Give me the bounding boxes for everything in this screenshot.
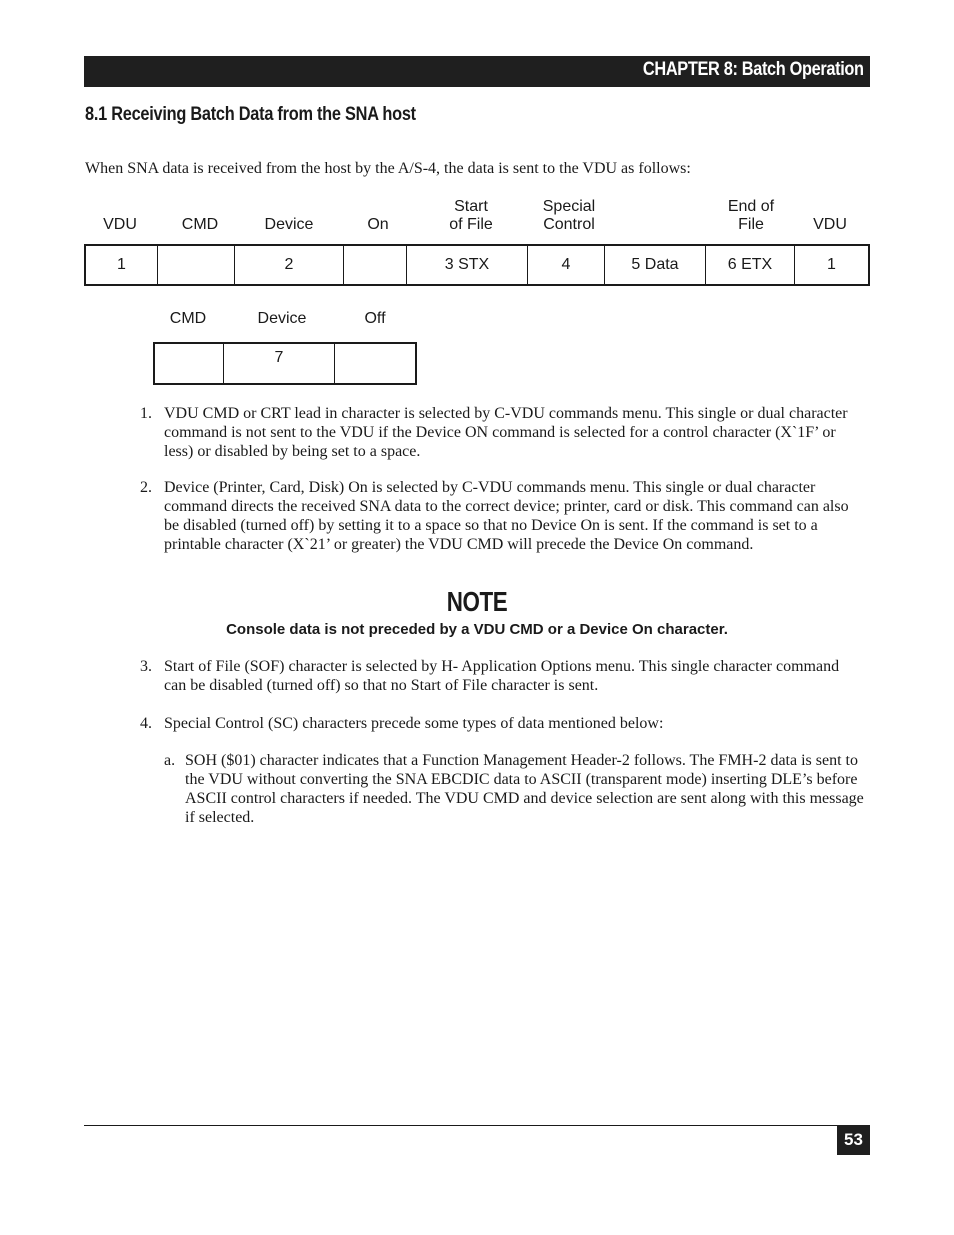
table-cell: [344, 245, 407, 285]
table1-header-vdu-1: VDU: [103, 216, 137, 233]
list-item-text: Device (Printer, Card, Disk) On is selected by C-VDU commands menu. This single or dual character command directs the received SNA data to the correct device; printer, card or disk. This command can also be disabled (turned off) by setting it to a space so that no Device On is sent. If the command is set to a printable character (X`21’ or greater) the VDU CMD will precede the Device On command.: [164, 479, 849, 553]
note-text: Console data is not preceded by a VDU CMD or a Device On character.: [226, 621, 728, 638]
data-sequence-table: [84, 244, 870, 286]
note-title: NOTE: [446, 586, 508, 617]
table2-header-cmd: CMD: [169, 310, 207, 327]
table-cell: 5 Data: [605, 245, 706, 285]
sub-item-letter: a.: [164, 752, 176, 769]
table-cell: 1: [795, 245, 870, 285]
table-cell: 7: [224, 343, 335, 384]
list-item-number: 2.: [140, 479, 152, 496]
table2-header-off: Off: [364, 310, 386, 327]
table1-header-cmd: CMD: [181, 216, 219, 233]
list-item-text: Special Control (SC) characters precede some types of data mentioned below:: [164, 715, 664, 732]
list-item-text: VDU CMD or CRT lead in character is selected by C-VDU commands menu. This single or dual character command is not sent to the VDU if the Device ON command is selected for a control character (X`1F’ or less) or disabled by being set to a space.: [164, 405, 848, 460]
section-title: 8.1 Receiving Batch Data from the SNA host: [85, 104, 416, 125]
table1-header-vdu-2: VDU: [813, 216, 847, 233]
table-row: [154, 343, 416, 384]
table-cell: 1: [85, 245, 158, 285]
table-cell: 3 STX: [407, 245, 528, 285]
table1-header-end-of-file: End of File: [727, 198, 775, 233]
chapter-title: CHAPTER 8: Batch Operation: [643, 59, 864, 80]
table-cell: [335, 343, 417, 384]
table-cell: 2: [235, 245, 344, 285]
table-cell: 4: [528, 245, 605, 285]
list-item-number: 1.: [140, 405, 152, 422]
table1-header-on: On: [367, 216, 389, 233]
table-cell: [154, 343, 224, 384]
table2-header-device: Device: [257, 310, 307, 327]
intro-paragraph: When SNA data is received from the host by the A/S-4, the data is sent to the VDU as follows:: [85, 160, 691, 177]
sub-item-text: SOH ($01) character indicates that a Function Management Header-2 follows. The FMH-2 data is sent to the VDU without converting the SNA EBCDIC data to ASCII (transparent mode) inserting DLE’s before ASCII control characters if needed. The VDU CMD and device selection are sent along with this message if selected.: [185, 752, 864, 826]
table1-header-start-of-file: Start of File: [449, 198, 493, 233]
list-item-number: 3.: [140, 658, 152, 675]
page-number: 53: [837, 1125, 870, 1155]
table1-header-device: Device: [264, 216, 314, 233]
list-item-number: 4.: [140, 715, 152, 732]
chapter-header-bar: [84, 56, 870, 87]
table-row: [85, 245, 869, 285]
device-off-table: [153, 342, 417, 385]
table-cell: [158, 245, 235, 285]
table1-header-special-control: Special Control: [542, 198, 596, 233]
table-cell: 6 ETX: [706, 245, 795, 285]
list-item-text: Start of File (SOF) character is selected by H- Application Options menu. This single character command can be disabled (turned off) so that no Start of File character is sent.: [164, 658, 840, 694]
footer-divider: [84, 1125, 870, 1126]
